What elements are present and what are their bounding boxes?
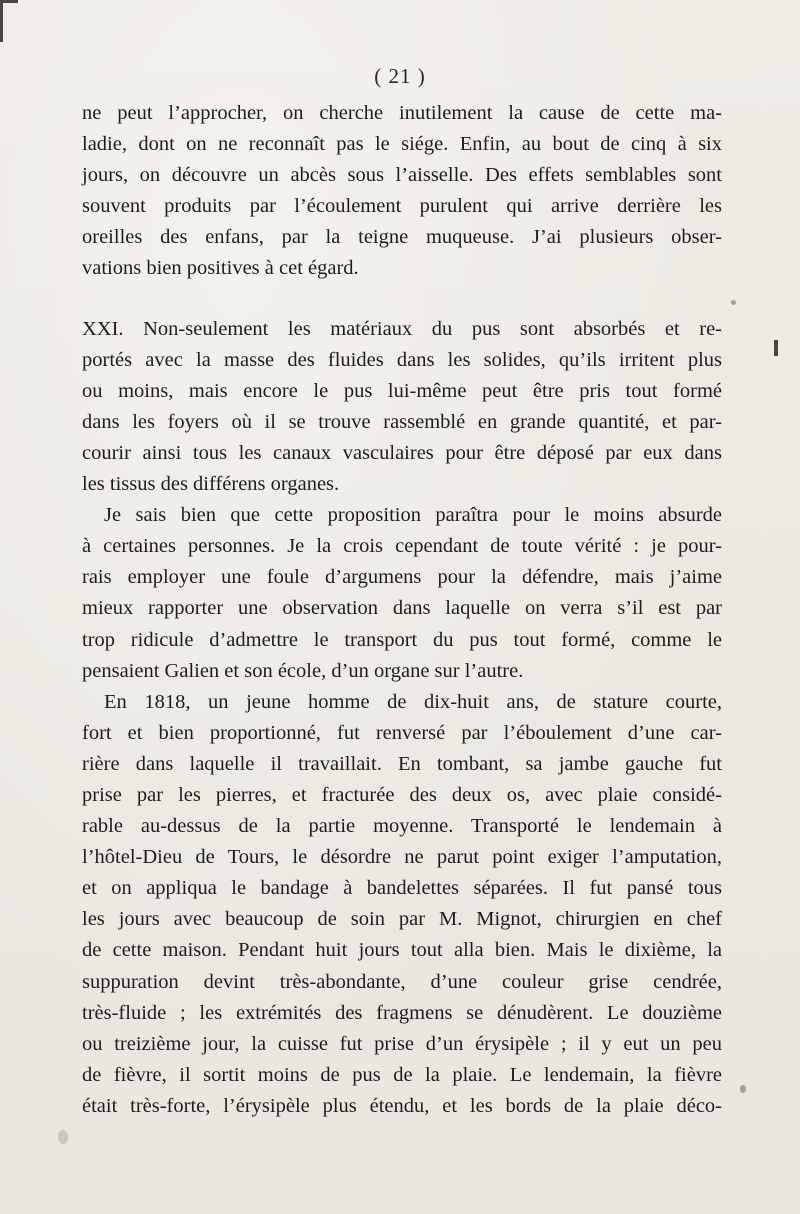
body-text: [82, 98, 722, 1122]
text-line: rable au-dessus de la partie moyenne. Transporté le lendemain à: [82, 815, 722, 838]
text-line: En 1818, un jeune homme de dix-huit ans, de stature courte,: [104, 690, 722, 713]
text-line: fort et bien proportionné, fut renversé par l’éboulement d’une car-: [82, 721, 722, 744]
page-number: ( 21 ): [374, 64, 426, 88]
scan-corner-mark: [0, 0, 18, 42]
section-gap: [82, 285, 722, 314]
text-line: ne peut l’approcher, on cherche inutilement la cause de cette ma-: [82, 102, 722, 124]
text-line: suppuration devint très-abondante, d’une couleur grise cendrée,: [82, 970, 722, 993]
text-line: rais employer une foule d’argumens pour la défendre, mais j’aime: [82, 566, 722, 589]
text-line: les tissus des différens organes.: [82, 473, 340, 496]
paper-speck: [740, 1085, 746, 1093]
paper-speck: [731, 300, 736, 305]
text-line: Je sais bien que cette proposition paraîtra pour le moins absurde: [104, 504, 722, 527]
text-line: trop ridicule d’admettre le transport du pus tout formé, comme le: [82, 628, 722, 651]
text-line: était très-forte, l’érysipèle plus étendu, et les bords de la plaie déco-: [82, 1094, 722, 1117]
text-line: souvent produits par l’écoulement purulent qui arrive derrière les: [82, 195, 722, 218]
text-line: à certaines personnes. Je la crois cependant de toute vérité : je pour-: [82, 535, 722, 558]
text-line: portés avec la masse des fluides dans les solides, qu’ils irritent plus: [82, 348, 722, 371]
margin-mark: [774, 340, 778, 356]
section-heading-line: XXI. Non-seulement les matériaux du pus sont absorbés et re-: [82, 317, 722, 340]
text-line: courir ainsi tous les canaux vasculaires pour être déposé par eux dans: [82, 441, 722, 464]
text-line: vations bien positives à cet égard.: [82, 257, 359, 280]
text-line: pensaient Galien et son école, d’un organe sur l’autre.: [82, 659, 524, 682]
text-line: l’hôtel-Dieu de Tours, le désordre ne parut point exiger l’amputation,: [82, 846, 722, 869]
text-line: prise par les pierres, et fracturée des deux os, avec plaie considé-: [82, 783, 722, 806]
text-line: rière dans laquelle il travaillait. En tombant, sa jambe gauche fut: [82, 752, 722, 775]
paper-speck: [58, 1130, 68, 1144]
text-line: mieux rapporter une observation dans laquelle on verra s’il est par: [82, 597, 722, 620]
text-line: oreilles des enfans, par la teigne muqueuse. J’ai plusieurs obser-: [82, 226, 722, 249]
text-line: et on appliqua le bandage à bandelettes séparées. Il fut pansé tous: [82, 877, 722, 900]
text-line: ou treizième jour, la cuisse fut prise d’un érysipèle ; il y eut un peu: [82, 1032, 722, 1055]
text-line: les jours avec beaucoup de soin par M. Mignot, chirurgien en chef: [82, 908, 722, 931]
text-line: de fièvre, il sortit moins de pus de la plaie. Le lendemain, la fièvre: [82, 1063, 722, 1086]
text-line: ou moins, mais encore le pus lui-même peut être pris tout formé: [82, 379, 722, 402]
text-line: dans les foyers où il se trouve rassemblé en grande quantité, et par-: [82, 410, 722, 433]
text-line: de cette maison. Pendant huit jours tout alla bien. Mais le dixième, la: [82, 939, 722, 962]
text-line: ladie, dont on ne reconnaît pas le siége. Enfin, au bout de cinq à six: [82, 133, 722, 156]
text-line: jours, on découvre un abcès sous l’aisselle. Des effets semblables sont: [82, 164, 722, 187]
text-line: très-fluide ; les extrémités des fragmens se dénudèrent. Le douzième: [82, 1001, 722, 1024]
